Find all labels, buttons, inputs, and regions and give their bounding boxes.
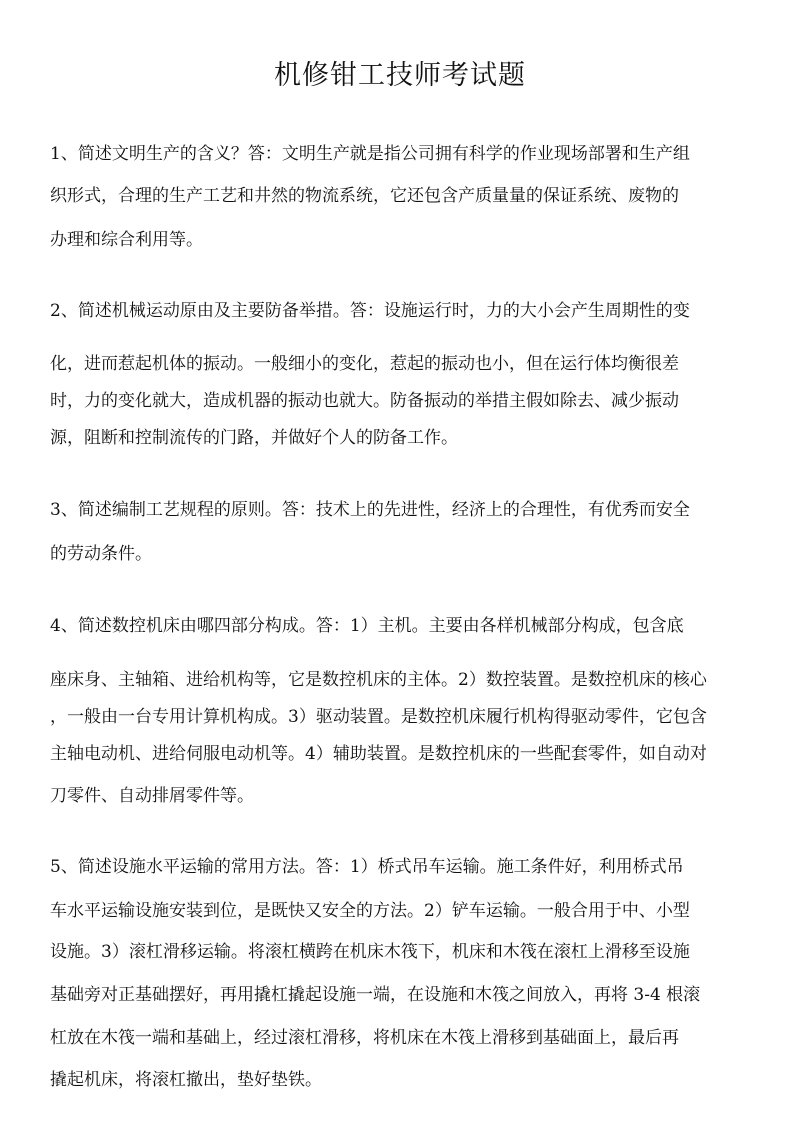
- question-1-line-3: 办理和综合利用等。: [50, 230, 203, 250]
- question-5-line-3: 设施。3）滚杠滑移运输。将滚杠横跨在机床木筏下，机床和木筏在滚杠上滑移至设施: [50, 942, 690, 962]
- question-2-line-1: 2、简述机械运动原由及主要防备举措。答：设施运行时，力的大小会产生周期性的变: [50, 301, 690, 321]
- question-2-line-4: 源，阻断和控制流传的门路，并做好个人的防备工作。: [50, 428, 458, 448]
- question-4-line-5: 刀零件、自动排屑零件等。: [50, 786, 254, 806]
- question-1-line-2: 织形式，合理的生产工艺和井然的物流系统，它还包含产质量量的保证系统、废物的: [50, 186, 679, 206]
- question-5-line-6: 撬起机床，将滚杠撤出，垫好垫铁。: [50, 1070, 322, 1090]
- question-3-line-1: 3、简述编制工艺规程的原则。答：技术上的先进性，经济上的合理性，有优秀而安全: [50, 500, 690, 520]
- question-5-line-1: 5、简述设施水平运输的常用方法。答：1）桥式吊车运输。施工条件好，利用桥式吊: [50, 857, 684, 877]
- question-5-line-5: 杠放在木筏一端和基础上，经过滚杠滑移，将机床在木筏上滑移到基础面上，最后再: [50, 1028, 679, 1048]
- question-4-line-1: 4、简述数控机床由哪四部分构成。答：1）主机。主要由各样机械部分构成，包含底: [50, 616, 684, 636]
- question-4-line-2: 座床身、主轴箱、进给机构等，它是数控机床的主体。2）数控装置。是数控机床的核心: [50, 670, 707, 690]
- document-title: 机修钳工技师考试题: [274, 60, 526, 91]
- question-4-line-4: 主轴电动机、进给伺服电动机等。4）辅助装置。是数控机床的一些配套零件，如自动对: [50, 744, 707, 764]
- question-2-line-3: 时，力的变化就大，造成机器的振动也就大。防备振动的举措主假如除去、减少振动: [50, 391, 679, 411]
- question-5-line-2: 车水平运输设施安装到位，是既快又安全的方法。2）铲车运输。一般合用于中、小型: [50, 901, 690, 921]
- question-2-line-2: 化，进而惹起机体的振动。一般细小的变化，惹起的振动也小，但在运行体均衡很差: [50, 354, 679, 374]
- question-5-line-4: 基础旁对正基础摆好，再用撬杠撬起设施一端，在设施和木筏之间放入，再将 3-4 根滚: [50, 985, 701, 1005]
- question-1-line-1: 1、简述文明生产的含义？答：文明生产就是指公司拥有科学的作业现场部署和生产组: [50, 144, 690, 164]
- question-3-line-2: 的劳动条件。: [50, 544, 152, 564]
- question-4-line-3: ，一般由一台专用计算机构成。3）驱动装置。是数控机床履行机构得驱动零件，它包含: [50, 707, 707, 727]
